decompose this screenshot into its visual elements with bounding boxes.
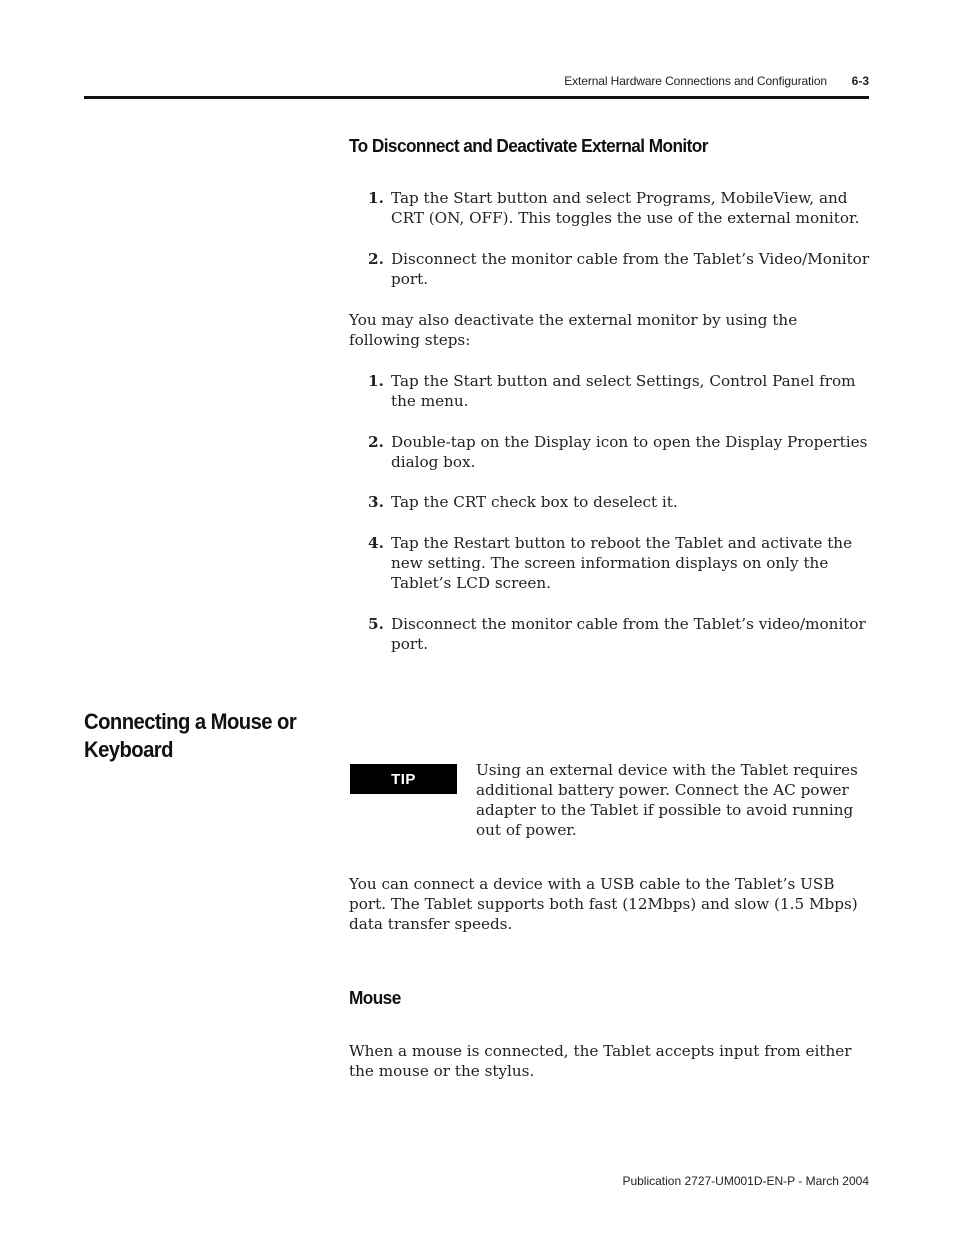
- step-number: 2.: [368, 250, 384, 268]
- step-text: Tap the Start button and select Programs, MobileView, and CRT (ON, OFF). This toggles the use of the external monitor.: [391, 189, 860, 227]
- publication-footer: Publication 2727-UM001D-EN-P - March 2004: [622, 1174, 869, 1188]
- step-text: Disconnect the monitor cable from the Tablet’s video/monitor port.: [391, 615, 866, 653]
- step-number: 1.: [368, 189, 384, 207]
- header-rule: [84, 96, 869, 99]
- step-text: Double-tap on the Display icon to open the Display Properties dialog box.: [391, 433, 868, 471]
- step-number: 4.: [368, 534, 384, 552]
- section-heading: Connecting a Mouse or Keyboard: [84, 709, 297, 762]
- step-number: 5.: [368, 615, 384, 633]
- tip-text: Using an external device with the Tablet requires additional battery power. Connect the AC power adapter to the Tablet if possible to avoid running out of power.: [476, 761, 858, 839]
- usb-paragraph: You can connect a device with a USB cable to the Tablet’s USB port. The Tablet supports both fast (12Mbps) and slow (1.5 Mbps) data transfer speeds.: [349, 875, 858, 933]
- mouse-heading: Mouse: [349, 987, 401, 1008]
- deactivate-step: [368, 432, 873, 472]
- running-header: [84, 74, 869, 92]
- deactivate-step: [368, 533, 873, 593]
- page-number: 6-3: [851, 74, 869, 88]
- disconnect-step: [368, 188, 873, 228]
- chapter-title: External Hardware Connections and Configuration: [564, 74, 827, 88]
- step-text: Tap the Start button and select Settings, Control Panel from the menu.: [391, 372, 856, 410]
- step-number: 2.: [368, 433, 384, 451]
- step-number: 3.: [368, 493, 384, 511]
- step-number: 1.: [368, 372, 384, 390]
- step-text: Tap the Restart button to reboot the Tablet and activate the new setting. The screen information displays on only the Tablet’s LCD screen.: [391, 534, 853, 592]
- deactivate-step: [368, 492, 873, 512]
- mouse-paragraph: When a mouse is connected, the Tablet accepts input from either the mouse or the stylus.: [349, 1042, 852, 1080]
- deactivate-intro: You may also deactivate the external monitor by using the following steps:: [349, 311, 798, 349]
- deactivate-step: [368, 371, 873, 411]
- disconnect-step: [368, 249, 873, 289]
- step-text: Disconnect the monitor cable from the Tablet’s Video/Monitor port.: [391, 250, 870, 288]
- step-text: Tap the CRT check box to deselect it.: [391, 493, 678, 511]
- tip-label: TIP: [350, 764, 457, 794]
- deactivate-step: [368, 614, 873, 654]
- disconnect-heading: To Disconnect and Deactivate External Monitor: [349, 135, 708, 156]
